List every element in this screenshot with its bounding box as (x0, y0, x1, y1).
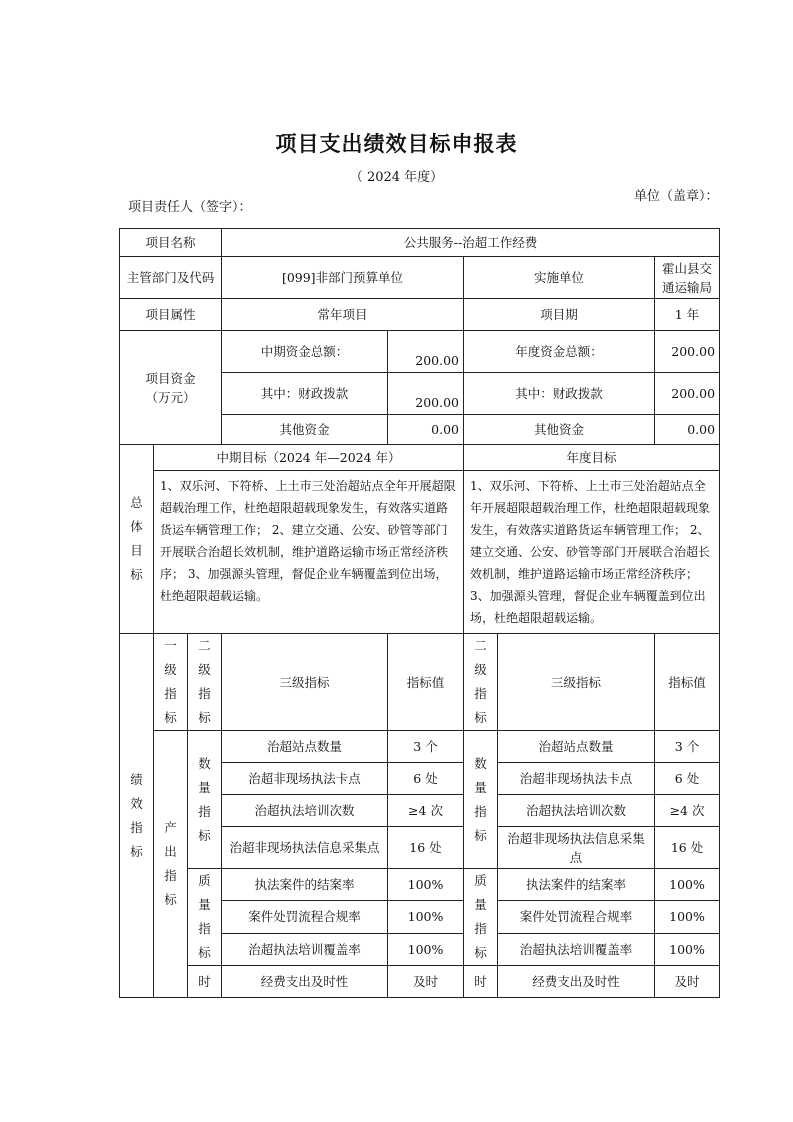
level1-header: 一级指标 (154, 634, 188, 731)
indicator-name: 经费支出及时性 (222, 966, 388, 998)
year-fiscal-value: 200.00 (655, 373, 720, 415)
mid-fiscal-value: 200.00 (388, 373, 464, 415)
year-fiscal-label: 其中：财政拨款 (464, 373, 655, 415)
mid-goal-header: 中期目标（2024 年—2024 年） (154, 445, 464, 471)
indicator-name-right: 执法案件的结案率 (498, 869, 655, 901)
quantity-indicator-label: 数量指标 (188, 731, 222, 869)
indicator-value-right: 及时 (655, 966, 720, 998)
project-period-value: 1 年 (655, 299, 720, 331)
indicator-name: 案件处罚流程合规率 (222, 901, 388, 933)
year-goal-header: 年度目标 (464, 445, 720, 471)
mid-goal-text: 1、双乐河、下符桥、上土市三处治超站点全年开展超限超载治理工作，杜绝超限超载现象发生，有效落实道路货运车辆管理工作； 2、建立交通、公安、砂管等部门开展联合治超长效机制，维护道路运输市场正常经济秩序； 3、加强源头管理，督促企业车辆覆盖到位出场，杜绝超限超载运输。 (154, 471, 464, 634)
performance-target-table (119, 228, 720, 998)
quantity-indicator-label-right: 数量指标 (464, 731, 498, 869)
indicator-name-right: 案件处罚流程合规率 (498, 901, 655, 933)
mid-other-label: 其他资金 (222, 415, 388, 445)
impl-unit-label: 实施单位 (464, 257, 655, 299)
indicator-value: 100% (388, 869, 464, 901)
mid-total-label: 中期资金总额： (222, 331, 388, 373)
dept-value: [099]非部门预算单位 (222, 257, 464, 299)
quality-indicator-label-right: 质量指标 (464, 869, 498, 966)
indicator-name: 治超非现场执法卡点 (222, 763, 388, 795)
project-attr-value: 常年项目 (222, 299, 464, 331)
responsible-signature-label: 项目责任人（签字）： (128, 200, 252, 215)
indicator-value-right: 16 处 (655, 827, 720, 869)
indicator-name: 治超执法培训次数 (222, 795, 388, 827)
indicator-value: ≥4 次 (388, 795, 464, 827)
indicator-value-right: 100% (655, 869, 720, 901)
indicator-value: 100% (388, 933, 464, 965)
level2-header: 二级指标 (188, 634, 222, 731)
time-indicator-label: 时 (188, 966, 222, 998)
year-other-value: 0.00 (655, 415, 720, 445)
indicator-value: 100% (388, 901, 464, 933)
value-header: 指标值 (388, 634, 464, 731)
indicator-value-right: 3 个 (655, 731, 720, 763)
indicator-value: 16 处 (388, 827, 464, 869)
level2-header-right: 二级指标 (464, 634, 498, 731)
year-total-value: 200.00 (655, 331, 720, 373)
indicator-name: 治超非现场执法信息采集点 (222, 827, 388, 869)
performance-indicator-label: 绩效指标 (120, 634, 154, 998)
output-indicator-label: 产出指标 (154, 731, 188, 998)
indicator-name-right: 治超非现场执法信息采集点 (498, 827, 655, 869)
indicator-name-right: 治超非现场执法卡点 (498, 763, 655, 795)
mid-total-value: 200.00 (388, 331, 464, 373)
level3-header: 三级指标 (222, 634, 388, 731)
time-indicator-label-right: 时 (464, 966, 498, 998)
indicator-value-right: 6 处 (655, 763, 720, 795)
mid-fiscal-label: 其中：财政拨款 (222, 373, 388, 415)
quality-indicator-label: 质量指标 (188, 869, 222, 966)
indicator-value: 3 个 (388, 731, 464, 763)
page-title: 项目支出绩效目标申报表 (275, 132, 518, 156)
indicator-value-right: ≥4 次 (655, 795, 720, 827)
indicator-name-right: 治超执法培训覆盖率 (498, 933, 655, 965)
overall-goal-label: 总体目标 (120, 445, 154, 634)
project-name-label: 项目名称 (120, 229, 222, 257)
indicator-name: 治超执法培训覆盖率 (222, 933, 388, 965)
indicator-name-right: 治超执法培训次数 (498, 795, 655, 827)
funds-label: 项目资金 （万元） (120, 331, 222, 445)
indicator-name-right: 经费支出及时性 (498, 966, 655, 998)
indicator-value: 及时 (388, 966, 464, 998)
project-period-label: 项目期 (464, 299, 655, 331)
value-header-right: 指标值 (655, 634, 720, 731)
level3-header-right: 三级指标 (498, 634, 655, 731)
indicator-value-right: 100% (655, 933, 720, 965)
year-other-label: 其他资金 (464, 415, 655, 445)
project-attr-label: 项目属性 (120, 299, 222, 331)
indicator-value: 6 处 (388, 763, 464, 795)
indicator-value-right: 100% (655, 901, 720, 933)
mid-other-value: 0.00 (388, 415, 464, 445)
report-year: （ 2024 年度） (349, 170, 444, 185)
unit-seal-label: 单位（盖章）： (634, 189, 719, 204)
indicator-name-right: 治超站点数量 (498, 731, 655, 763)
indicator-name: 治超站点数量 (222, 731, 388, 763)
year-total-label: 年度资金总额： (464, 331, 655, 373)
impl-unit-value: 霍山县交通运输局 (655, 257, 720, 299)
project-name-value: 公共服务--治超工作经费 (222, 229, 720, 257)
year-goal-text: 1、双乐河、下符桥、上土市三处治超站点全年开展超限超载治理工作，杜绝超限超载现象发生，有效落实道路货运车辆管理工作； 2、建立交通、公安、砂管等部门开展联合治超长效机制，维护道路运输市场正常经济秩序； 3、加强源头管理，督促企业车辆覆盖到位出场，杜绝超限超载运输。 (464, 471, 720, 634)
indicator-name: 执法案件的结案率 (222, 869, 388, 901)
dept-label: 主管部门及代码 (120, 257, 222, 299)
